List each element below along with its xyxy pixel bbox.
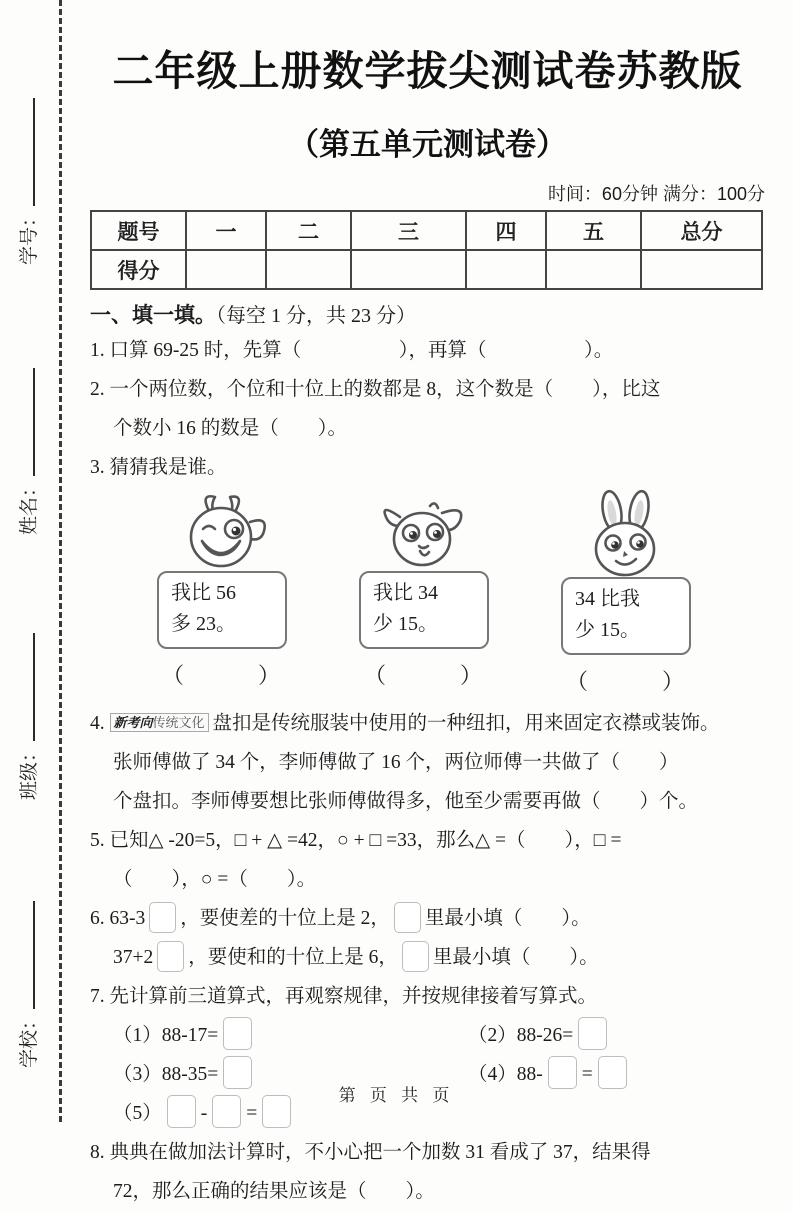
question-6-line2 — [90, 938, 765, 977]
rabbit-sign-line1: 34 比我 — [575, 588, 640, 610]
new-topic-badge — [110, 713, 209, 732]
student-id-blank — [21, 98, 35, 206]
question-2-line2: 个数小 16 的数是（ ）。 — [113, 418, 348, 439]
equation-text: = — [581, 1064, 593, 1085]
equation-text: （4）88- — [468, 1064, 543, 1085]
score-table-cell: 总分 — [641, 211, 762, 250]
card-rabbit — [560, 489, 692, 696]
question-6-text: 里最小填（ ）。 — [432, 947, 599, 968]
page-title: 二年级上册数学拔尖测试卷苏教版 — [112, 48, 743, 94]
equation-text: - — [200, 1103, 208, 1124]
page-subtitle: （第五单元测试卷） — [288, 127, 567, 162]
class-blank — [21, 633, 35, 741]
answer-box — [578, 1017, 607, 1050]
score-empty-cell — [546, 250, 641, 289]
student-id-field — [14, 98, 41, 265]
goat-sign-line1: 我比 56 — [171, 582, 236, 604]
question-6-text: ，要使和的十位上是 6， — [188, 947, 398, 968]
goat-icon — [170, 489, 274, 575]
section-1-heading — [90, 300, 765, 331]
badge-new-topic: 新考向 — [113, 715, 153, 730]
student-name-field — [14, 368, 41, 535]
rabbit-sign-line2: 少 15。 — [575, 619, 640, 641]
score-table — [90, 210, 763, 290]
question-6-text: ，要使差的十位上是 2， — [180, 908, 390, 929]
page-footer: 第 页 共 页 — [338, 1086, 455, 1105]
fill-box — [157, 941, 184, 972]
question-5-line1: 5. 已知△ -20=5，□ + △ =42，○ + □ =33，那么△ =（ ），□ = — [90, 830, 622, 851]
dog-icon — [372, 489, 476, 575]
score-table-cell: 三 — [351, 211, 466, 250]
score-label-cell: 得分 — [91, 250, 186, 289]
answer-box — [223, 1017, 252, 1050]
class-label: 班级： — [19, 742, 40, 800]
question-8-line1: 8. 典典在做加法计算时，不小心把一个加数 31 看成了 37，结果得 — [90, 1142, 651, 1163]
score-empty-cell — [351, 250, 466, 289]
score-table-cell: 一 — [186, 211, 266, 250]
score-table-cell: 二 — [266, 211, 351, 250]
section-1-note: （每空 1 分，共 23 分） — [216, 305, 416, 327]
question-8-line2: 72，那么正确的结果应该是（ ）。 — [113, 1181, 435, 1202]
dog-sign-line1: 我比 34 — [373, 582, 438, 604]
equation-text: （2）88-26= — [468, 1025, 574, 1046]
equation-text: = — [246, 1103, 258, 1124]
school-blank — [21, 901, 35, 1009]
exam-meta: 时间：60分钟 满分：100分 — [547, 184, 765, 204]
goat-sign-line2: 多 23。 — [171, 613, 236, 635]
question-3-cards — [90, 489, 765, 696]
question-4-line3: 个盘扣。李师傅要想比张师傅做得多，他至少需要再做（ ）个。 — [113, 791, 699, 812]
dog-answer-blank: （ ） — [363, 663, 484, 688]
question-4-line2: 张师傅做了 34 个，李师傅做了 16 个，两位师傅一共做了（ ） — [113, 752, 679, 773]
card-goat — [156, 489, 288, 696]
score-empty-cell — [641, 250, 762, 289]
goat-answer-blank: （ ） — [161, 663, 282, 688]
question-4-text: 盘扣是传统服装中使用的一种纽扣，用来固定衣襟或装饰。 — [212, 713, 720, 734]
equation-text: （3）88-35= — [113, 1064, 219, 1085]
question-6-line1 — [90, 899, 765, 938]
dog-sign-line2: 少 15。 — [373, 613, 438, 635]
score-table-cell: 四 — [466, 211, 546, 250]
question-2-line1: 2. 一个两位数，个位和十位上的数都是 8，这个数是（ ），比这 — [90, 379, 661, 400]
rabbit-icon — [574, 489, 678, 581]
fill-box — [394, 902, 421, 933]
score-empty-cell — [466, 250, 546, 289]
equation-text: （1）88-17= — [113, 1025, 219, 1046]
question-7: 7. 先计算前三道算式，再观察规律，并按规律接着写算式。 — [90, 986, 598, 1007]
question-7-items — [90, 1016, 765, 1133]
student-id-label: 学号： — [19, 207, 40, 265]
student-name-blank — [21, 368, 35, 476]
section-1-title: 一、填一填。 — [90, 303, 216, 327]
question-6-text: 37+2 — [113, 947, 154, 968]
rabbit-answer-blank: （ ） — [565, 669, 686, 694]
school-field — [14, 901, 41, 1068]
question-3: 3. 猜猜我是谁。 — [90, 457, 227, 478]
card-dog — [358, 489, 490, 696]
student-name-label: 姓名： — [19, 477, 40, 535]
question-1: 1. 口算 69-25 时，先算（ ），再算（ ）。 — [90, 340, 614, 361]
score-table-cell: 五 — [546, 211, 641, 250]
question-4-number: 4. — [90, 713, 105, 734]
score-table-score-row — [91, 250, 762, 289]
margin-dashed-line — [59, 0, 62, 1122]
question-5-line2: （ ），○ =（ ）。 — [113, 869, 317, 890]
fill-box — [402, 941, 429, 972]
rabbit-sign — [561, 577, 691, 655]
question-4-line1 — [90, 704, 765, 743]
score-empty-cell — [266, 250, 351, 289]
dog-sign — [359, 571, 489, 649]
question-6-text: 里最小填（ ）。 — [424, 908, 591, 929]
class-field — [14, 633, 41, 800]
score-table-header-row — [91, 211, 762, 250]
question-7-item-2 — [468, 1016, 765, 1055]
school-label: 学校： — [19, 1010, 40, 1068]
equation-text: （5） — [113, 1103, 162, 1124]
question-7-item-1 — [113, 1016, 468, 1055]
goat-sign — [157, 571, 287, 649]
badge-tradition: 传统文化 — [152, 715, 205, 730]
fill-box — [149, 902, 176, 933]
score-empty-cell — [186, 250, 266, 289]
question-6-text: 6. 63-3 — [90, 908, 146, 929]
score-table-cell: 题号 — [91, 211, 186, 250]
paper-body — [90, 0, 765, 1211]
